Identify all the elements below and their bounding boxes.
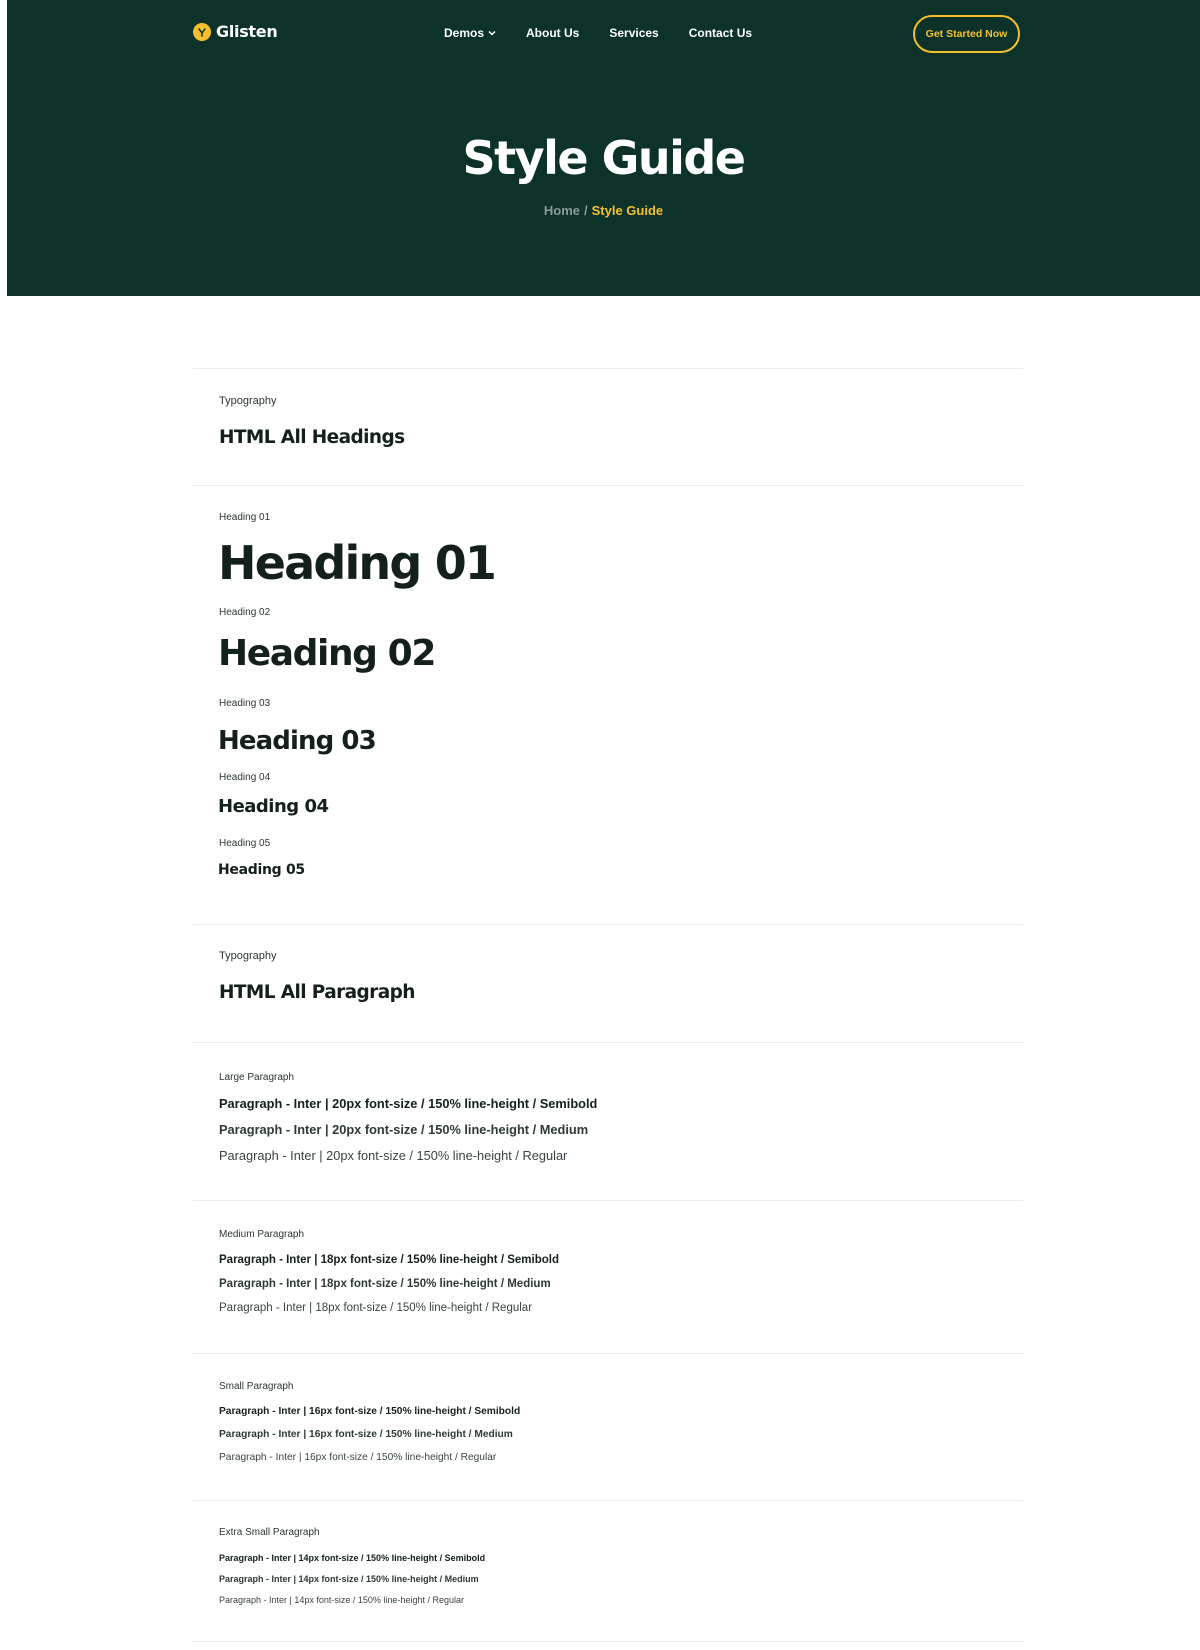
get-started-button[interactable]: Get Started Now <box>913 15 1020 53</box>
section-divider <box>193 1353 1023 1354</box>
small-paragraph-regular: Paragraph - Inter | 16px font-size / 150% line-height / Regular <box>219 1452 497 1463</box>
large-paragraph-medium: Paragraph - Inter | 20px font-size / 150% line-height / Medium <box>219 1122 589 1137</box>
small-paragraph-medium: Paragraph - Inter | 16px font-size / 150% line-height / Medium <box>219 1429 513 1440</box>
small-paragraph-label: Small Paragraph <box>219 1381 294 1392</box>
extra-small-paragraph-label: Extra Small Paragraph <box>219 1527 320 1538</box>
heading-05-label: Heading 05 <box>219 838 271 849</box>
medium-paragraph-semibold: Paragraph - Inter | 18px font-size / 150% line-height / Semibold <box>219 1254 559 1266</box>
breadcrumb-current: Style Guide <box>591 203 664 218</box>
section-divider <box>193 1200 1023 1201</box>
large-paragraph-semibold: Paragraph - Inter | 20px font-size / 150% line-height / Semibold <box>219 1096 598 1111</box>
heading-01-sample: Heading 01 <box>218 536 496 590</box>
headings-eyebrow: Typography <box>219 395 277 407</box>
breadcrumb-separator: / <box>583 203 588 218</box>
small-paragraph-semibold: Paragraph - Inter | 16px font-size / 150% line-height / Semibold <box>219 1406 521 1417</box>
breadcrumb-home[interactable]: Home <box>543 203 580 218</box>
medium-paragraph-regular: Paragraph - Inter | 18px font-size / 150% line-height / Regular <box>219 1302 533 1314</box>
section-divider <box>193 485 1023 486</box>
section-divider <box>193 1641 1023 1642</box>
nav-demos-label: Demos <box>444 26 485 40</box>
heading-03-sample: Heading 03 <box>218 726 376 756</box>
paragraph-section-title: HTML All Paragraph <box>219 982 415 1003</box>
paragraph-eyebrow: Typography <box>219 950 277 962</box>
heading-01-label: Heading 01 <box>219 512 271 523</box>
logo-text: Glisten <box>216 22 278 41</box>
nav-about-us[interactable]: About Us <box>526 26 580 40</box>
breadcrumb <box>7 203 1200 218</box>
large-paragraph-regular: Paragraph - Inter | 20px font-size / 150% line-height / Regular <box>219 1148 568 1163</box>
extra-small-paragraph-semibold: Paragraph - Inter | 14px font-size / 150% line-height / Semibold <box>219 1553 486 1563</box>
heading-04-sample: Heading 04 <box>218 796 329 817</box>
chevron-down-icon <box>488 30 496 36</box>
section-divider <box>193 924 1023 925</box>
section-divider <box>193 368 1023 369</box>
nav-contact-us[interactable]: Contact Us <box>688 26 753 40</box>
page-title: Style Guide <box>462 131 745 185</box>
nav-demos[interactable] <box>444 26 496 40</box>
medium-paragraph-label: Medium Paragraph <box>219 1229 305 1240</box>
main-nav <box>444 26 752 40</box>
heading-05-sample: Heading 05 <box>218 862 305 878</box>
extra-small-paragraph-regular: Paragraph - Inter | 14px font-size / 150% line-height / Regular <box>219 1595 464 1605</box>
glisten-logo-icon <box>193 23 211 41</box>
heading-02-sample: Heading 02 <box>218 633 435 674</box>
heading-03-label: Heading 03 <box>219 698 271 709</box>
large-paragraph-label: Large Paragraph <box>219 1072 295 1083</box>
section-divider <box>193 1500 1023 1501</box>
heading-04-label: Heading 04 <box>219 772 271 783</box>
medium-paragraph-medium: Paragraph - Inter | 18px font-size / 150% line-height / Medium <box>219 1278 551 1290</box>
hero-banner <box>7 0 1200 296</box>
extra-small-paragraph-medium: Paragraph - Inter | 14px font-size / 150% line-height / Medium <box>219 1574 479 1584</box>
heading-02-label: Heading 02 <box>219 607 271 618</box>
headings-section-title: HTML All Headings <box>219 427 405 448</box>
section-divider <box>193 1042 1023 1043</box>
logo[interactable] <box>193 22 277 41</box>
nav-services[interactable]: Services <box>609 26 659 40</box>
